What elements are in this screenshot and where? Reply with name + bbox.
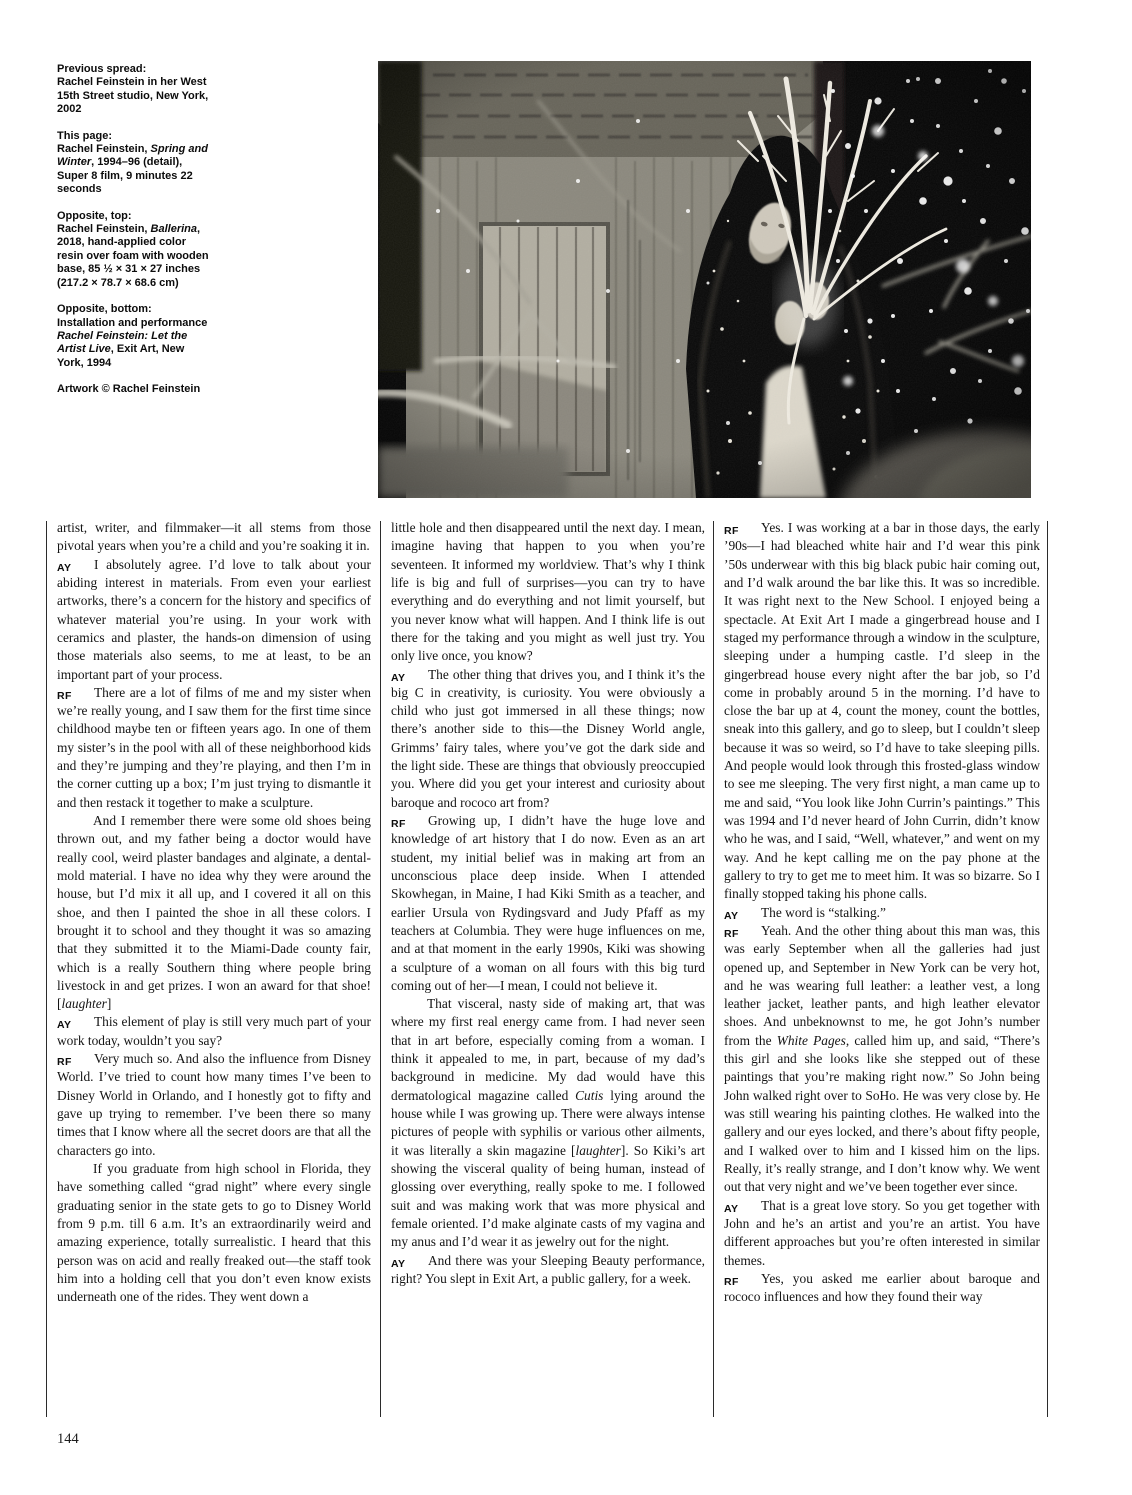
column-rule [1047,521,1048,1417]
caption-column [57,63,279,410]
text-run: 2018, hand-applied color [57,236,186,249]
dialogue-turn [391,812,705,995]
text-run: ]. So Kiki’s art showing the visceral quality of being human, instead of glossing over everything, really spoke to me. I followed suit and was making work that was more physical and female oriented. I’d make alginate casts of my vagina and my anus and I’d wear it as jewelry out for the night. [391,1142,705,1250]
text-run: Opposite, bottom: [57,303,152,316]
text-run: If you graduate from high school in Florida, they have something called “grad night” where every single graduating senior in the state gets to go to Disney World from 9 p.m. till 6 a.m. It’s an extraordinarily weird and amazing experience, totally surrealistic. I heard that this person was on acid and really freaked out—the staff took him into a holding cell that you don’t even know exists underneath one of the rides. They went down a [57,1160,371,1305]
dialogue-turn [724,1270,1040,1307]
text-run: Rachel Feinstein, [57,143,151,156]
interview-column-2 [391,519,705,1419]
column-rule [380,521,381,1417]
text-run: I absolutely agree. I’d love to talk about your abiding interest in materials. From even your earliest artworks, there’s a concern for the history and specifics of whatever material you’re using. In your work with ceramics and plaster, the hands-on dimension of using those materials also seems, to me at least, to be an important part of your process. [57,556,371,682]
speaker-label: AY [57,1019,72,1032]
column-rule [46,521,47,1417]
caption-block [57,210,279,290]
dialogue-turn [391,1252,705,1289]
text-run: 2002 [57,103,82,116]
text-run: Yes. I was working at a bar in those days, the early ’90s—I had bleached white hair and I’d wear this pink ’50s underwear with this big black pubic hair coming out, and I’d walk around the bar like this. It was so incredible. It was right next to the New School. I enjoyed being a spectacle. At Exit Art I made a gingerbread house and I staged my performance through a window in the sculpture, sleeping under a humping castle. I’d sleep in the gingerbread house every night after the bar job, so I’d come in probably around 5 in the morning. I’d have to close the bar up at 4, count the money, count the bottles, sneak into this gallery, and go to sleep, but I couldn’t sleep because it was so weird, so I’d have to take sleeping pills. And people would look through this frosted-glass window to see me sleeping. The very first night, a man came up to me and said, “You look like John Currin’s paintings.” This was 1994 and I’d never heard of John Currin, didn’t know who he was, and I said, “Well, whatever,” and went on my way. And he kept calling me on the pay phone at the gallery to try to get me to meet him. It was so bizarre. So I finally stopped taking his phone calls. [724,520,1040,902]
text-run: The word is “stalking.” [761,904,886,920]
text-run: little hole and then disappeared until the next day. I mean, imagine having that happen to you when you’re seventeen. It informed my worldview. That’s why I think life is big and full of surprises—you can try to have everything and do everything and not limit yourself, but you never know what will happen. And I think life is out there for the taking and you might as well just try. You only live once, you know? [391,520,705,664]
text-run: Yes, you asked me earlier about baroque and rococo influences and how they found their way [724,1270,1040,1305]
caption-block [57,383,279,396]
text-run: This page: [57,129,113,142]
text-run: Super 8 film, 9 minutes 22 [57,169,193,182]
italic-text: laughter [61,996,107,1012]
speaker-label: RF [57,689,72,702]
text-run: seconds [57,183,102,196]
dialogue-turn [57,684,371,812]
italic-text: Artist Live [57,343,111,356]
dialogue-paragraph [57,519,371,556]
text-run: , called him up, and said, “There’s this girl and she looks like she stepped out of these paintings that you’re making right now.” So John being John walked right over to SoHo. He was very close by. He was still wearing his painting clothes. He walked into the gallery and our eyes locked, and there’s about fifty people, and I walked over to him and I kissed him on the lips. Really, it’s really strange, and I don’t know why. We went out that very night and we’ve been together ever since. [724,1032,1040,1195]
text-run: Yeah. And the other thing about this man was, this was early September when all the galleries had just opened up, and September in New York can be very hot, and he was wearing full leather: a leather vest, a long leather jacket, leather pants, and high leather elevator shoes. And unbeknownst to me, he got John’s number from the [724,922,1040,1048]
dialogue-turn [57,1050,371,1160]
text-run: That is a great love story. So you get together with John and he’s an artist and you’re an artist. You have different approaches but you’re often interested in similar themes. [724,1197,1040,1268]
text-run: This element of play is still very much part of your work today, wouldn’t you say? [57,1014,371,1048]
text-run: ] [106,996,112,1012]
italic-text: Winter [57,156,92,169]
film-still-photo [378,61,1031,498]
page-number: 144 [57,1431,79,1447]
text-run: There are a lot of films of me and my sister when we’re really young, and I saw them for the first time since childhood maybe ten or fifteen years ago. In one of them my sister’s in the pool with all of these neighborhood kids and they’re jumping and they’re playing, and then I’m in the corner cutting up a box; I’m just trying to dismantle it and then restack it together to make a sculpture. [57,684,371,810]
dialogue-turn [724,922,1040,1197]
italic-text: White Pages [776,1032,846,1048]
text-run: And I remember there were some old shoes being thrown out, and my father being a doctor would have really cool, weird plaster bandages and alginate, a dental-mold material. I have no idea why they were around the house, but I’d mix it all up, and I covered it all on this shoe, and then I painted the shoe in all these colors. I brought it to school and they thought it was so amazing that they submitted it to the Miami-Dade county fair, which is a really Southern thing where people bring livestock in and get prizes. I won an award for that shoe! [ [57,813,371,1012]
text-run: York, 1994 [57,356,112,369]
dialogue-turn [724,1197,1040,1270]
text-run: Rachel Feinstein in her West [57,76,207,89]
speaker-label: RF [57,1056,72,1069]
caption-block [57,130,279,197]
dialogue-paragraph [57,812,371,1013]
text-run: , 1994–96 (detail), [91,156,183,169]
italic-text: laughter [575,1142,621,1158]
text-run: Rachel Feinstein, [57,223,151,236]
dialogue-paragraph [391,995,705,1251]
dialogue-turn [391,666,705,813]
dialogue-turn [724,904,1040,922]
italic-text: Ballerina [150,223,197,236]
speaker-label: RF [724,525,739,537]
caption-block [57,63,279,117]
speaker-label: RF [391,818,406,830]
text-run: lying around the house while I was growing up. There were always intense pictures of people with syphilis or various other ailments, it was literally a skin magazine [ [391,1087,705,1158]
speaker-label: AY [57,561,72,574]
italic-text: Spring and [150,143,208,156]
text-run: And there was your Sleeping Beauty performance, right? You slept in Exit Art, a public gallery, for a week. [391,1252,705,1286]
text-run: That visceral, nasty side of making art, that was where my first real energy came from. I had never seen that in art before, especially coming from a woman. I think it appealed to me, in part, because of my dad’s background in medicine. My dad would have this dermatological magazine called [391,996,705,1103]
text-run: The other thing that drives you, and I think it’s the big C in creativity, is curiosity. You were obviously a child who just got immersed in all these things; now there’s another side to this—the Disney World angle, Grimms’ fairy tales, where you’ve got the dark side and the light side. These are things that obviously preoccupied you. Where did you get your interest and curiosity about baroque and rococo art from? [391,666,705,810]
interview-column-1 [57,519,371,1419]
text-run: 15th Street studio, New York, [57,89,209,102]
text-run: Very much so. And also the influence from Disney World. I’ve tried to count how many times I’ve been to Disney World in Orlando, and I honestly got to fifty and gave up trying to remember. I’ve been there so many times that I know where all the secret doors are that all the characters go into. [57,1051,371,1158]
text-run: Artwork © Rachel Feinstein [57,383,201,396]
speaker-label: RF [724,927,739,940]
text-run: Opposite, top: [57,209,132,222]
italic-text: Rachel Feinstein: Let the [57,329,188,342]
text-run: base, 85 ½ × 31 × 27 inches [57,263,201,276]
interview-column-3 [724,519,1040,1419]
dialogue-paragraph [391,519,705,666]
speaker-label: AY [391,671,406,684]
dialogue-turn [724,519,1040,904]
text-run: Growing up, I didn’t have the huge love and knowledge of art history that I do now. Even as an art student, my initial belief was in making art from an unconscious place deep inside. When I attended Skowhegan, in Maine, I had Kiki Smith as a teacher, and earlier Ursula von Rydingsvard and Judy Pfaff as my teachers at Columbia. They were huge influences on me, and at that moment in the early 1990s, Kiki was showing a sculpture of a woman on all fours with this big turd coming out of her—I mean, I could not believe it. [391,813,705,993]
text-run: Previous spread: [57,63,147,75]
text-run: , Exit Art, New [110,343,185,356]
speaker-label: AY [391,1257,406,1270]
italic-text: Cutis [575,1087,604,1103]
caption-block [57,303,279,370]
text-run: (217.2 × 78.7 × 68.6 cm) [57,276,179,289]
speaker-label: AY [724,1202,739,1215]
speaker-label: AY [724,909,739,922]
text-run: artist, writer, and filmmaker—it all stems from those pivotal years when you’re a child and you’re soaking it in. [57,520,371,554]
text-run: resin over foam with wooden [57,249,209,262]
speaker-label: RF [724,1275,739,1288]
film-still-image [378,61,1031,498]
vignette-overlay [378,61,1031,498]
column-rule [713,521,714,1417]
text-run: Installation and performance [57,316,208,329]
dialogue-turn [57,556,371,684]
dialogue-paragraph [57,1160,371,1307]
text-run: , [197,223,201,236]
dialogue-turn [57,1013,371,1050]
